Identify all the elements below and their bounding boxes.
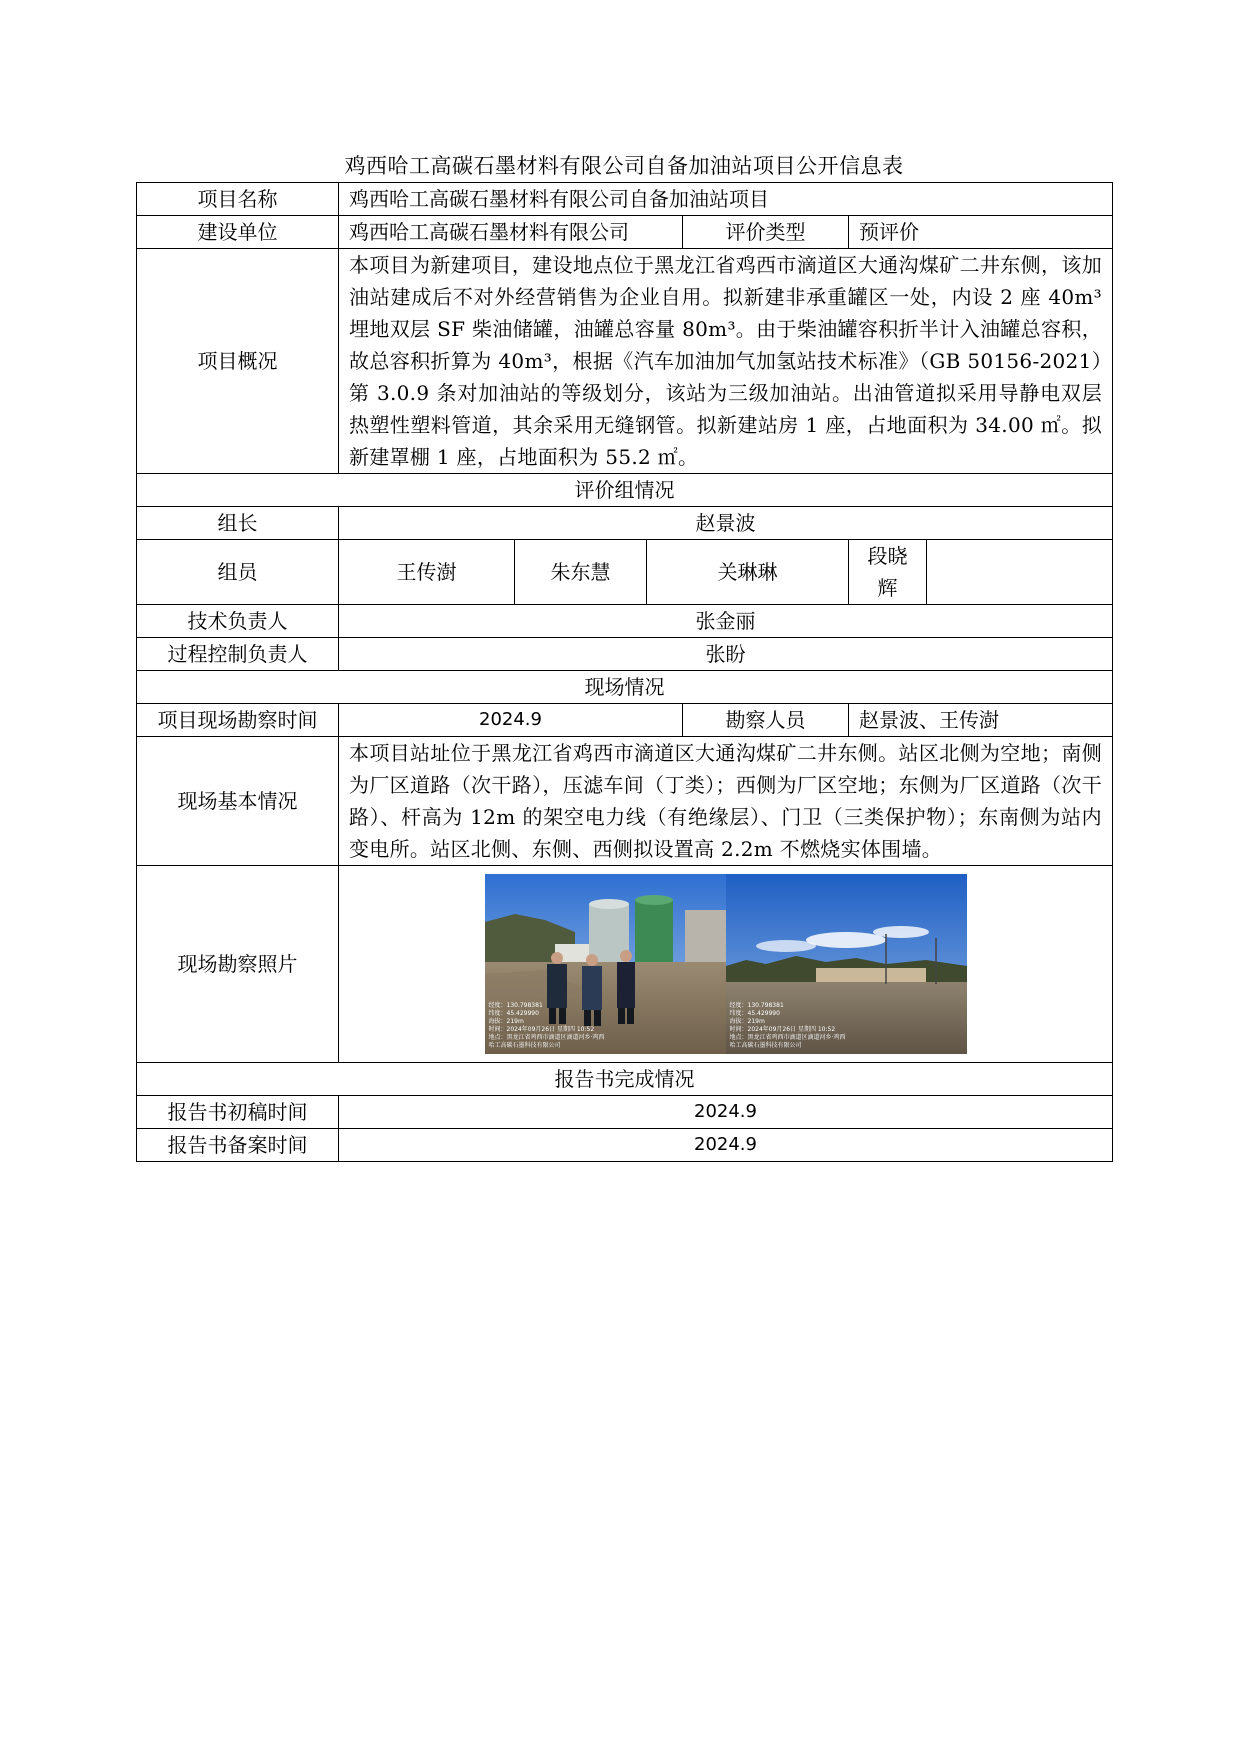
photo-2-watermark: 经度：130.798381 纬度：45.429990 海拔：219m 时间：2024年09月26日 星期四 10:52 地点：黑龙江省鸡西市滴道区滴道河乡·鸡西 哈工高碳石墨科技有限公司 bbox=[729, 1002, 846, 1049]
evaluation-type-label: 评价类型 bbox=[683, 216, 849, 249]
construction-unit-value: 鸡西哈工高碳石墨材料有限公司 bbox=[339, 216, 683, 249]
row-project-overview bbox=[137, 249, 1113, 474]
team-member: 关琳琳 bbox=[647, 540, 849, 605]
row-process-lead bbox=[137, 638, 1113, 671]
site-photos bbox=[485, 874, 967, 1054]
survey-time-value: 2024.9 bbox=[339, 704, 683, 737]
team-leader-label: 组长 bbox=[137, 507, 339, 540]
row-site-section bbox=[137, 671, 1113, 704]
report-draft-label: 报告书初稿时间 bbox=[137, 1096, 339, 1129]
row-report-section bbox=[137, 1063, 1113, 1096]
row-team-section bbox=[137, 474, 1113, 507]
evaluation-type-value: 预评价 bbox=[849, 216, 1113, 249]
report-filing-label: 报告书备案时间 bbox=[137, 1129, 339, 1162]
project-overview-text: 本项目为新建项目，建设地点位于黑龙江省鸡西市滴道区大通沟煤矿二井东侧，该加油站建成后不对外经营销售为企业自用。拟新建非承重罐区一处，内设 2 座 40m³ 埋地双层 SF 柴油储罐，油罐总容量 80m³。由于柴油罐容积折半计入油罐总容积，故总容积折算为 40m³，根据《汽车加油加气加氢站技术标准》（GB 50156-2021）第 3.0.9 条对加油站的等级划分，该站为三级加油站。出油管道拟采用导静电双层热塑性塑料管道，其余采用无缝钢管。拟新建站房 1 座，占地面积为 34.00 ㎡。拟新建罩棚 1 座，占地面积为 55.2 ㎡。 bbox=[339, 249, 1113, 474]
team-member: 段晓辉 bbox=[849, 540, 927, 605]
report-draft-value: 2024.9 bbox=[339, 1096, 1113, 1129]
row-report-draft bbox=[137, 1096, 1113, 1129]
row-survey-time bbox=[137, 704, 1113, 737]
surveyor-label: 勘察人员 bbox=[683, 704, 849, 737]
project-overview-label: 项目概况 bbox=[137, 249, 339, 474]
row-team-members bbox=[137, 540, 1113, 605]
project-name-value: 鸡西哈工高碳石墨材料有限公司自备加油站项目 bbox=[339, 183, 1113, 216]
report-section-title: 报告书完成情况 bbox=[137, 1063, 1113, 1096]
team-member: 朱东慧 bbox=[515, 540, 647, 605]
row-site-basic bbox=[137, 737, 1113, 866]
site-photos-cell bbox=[339, 866, 1113, 1063]
row-construction-unit bbox=[137, 216, 1113, 249]
surveyor-value: 赵景波、王传澍 bbox=[849, 704, 1113, 737]
site-photo-1 bbox=[485, 874, 726, 1054]
site-photo-label: 现场勘察照片 bbox=[137, 866, 339, 1063]
team-members-label: 组员 bbox=[137, 540, 339, 605]
process-lead-label: 过程控制负责人 bbox=[137, 638, 339, 671]
team-leader-value: 赵景波 bbox=[339, 507, 1113, 540]
info-table bbox=[136, 182, 1113, 1162]
row-tech-lead bbox=[137, 605, 1113, 638]
team-member: 王传澍 bbox=[339, 540, 515, 605]
site-basic-label: 现场基本情况 bbox=[137, 737, 339, 866]
tech-lead-label: 技术负责人 bbox=[137, 605, 339, 638]
document-title: 鸡西哈工高碳石墨材料有限公司自备加油站项目公开信息表 bbox=[344, 154, 904, 178]
row-team-leader bbox=[137, 507, 1113, 540]
survey-time-label: 项目现场勘察时间 bbox=[137, 704, 339, 737]
team-section-title: 评价组情况 bbox=[137, 474, 1113, 507]
site-section-title: 现场情况 bbox=[137, 671, 1113, 704]
project-name-label: 项目名称 bbox=[137, 183, 339, 216]
photo-1-watermark: 经度：130.798381 纬度：45.429990 海拔：219m 时间：2024年09月26日 星期四 10:52 地点：黑龙江省鸡西市滴道区滴道河乡·鸡西 哈工高碳石墨科技有限公司 bbox=[488, 1002, 605, 1049]
report-filing-value: 2024.9 bbox=[339, 1129, 1113, 1162]
row-project-name bbox=[137, 183, 1113, 216]
site-photo-2 bbox=[726, 874, 967, 1054]
row-report-filing bbox=[137, 1129, 1113, 1162]
team-member-empty bbox=[927, 540, 1113, 605]
row-site-photos bbox=[137, 866, 1113, 1063]
construction-unit-label: 建设单位 bbox=[137, 216, 339, 249]
tech-lead-value: 张金丽 bbox=[339, 605, 1113, 638]
process-lead-value: 张盼 bbox=[339, 638, 1113, 671]
site-basic-text: 本项目站址位于黑龙江省鸡西市滴道区大通沟煤矿二井东侧。站区北侧为空地；南侧为厂区道路（次干路），压滤车间（丁类）；西侧为厂区空地；东侧为厂区道路（次干路）、杆高为 12m 的架空电力线（有绝缘层）、门卫（三类保护物）；东南侧为站内变电所。站区北侧、东侧、西侧拟设置高 2.2m 不燃烧实体围墙。 bbox=[339, 737, 1113, 866]
